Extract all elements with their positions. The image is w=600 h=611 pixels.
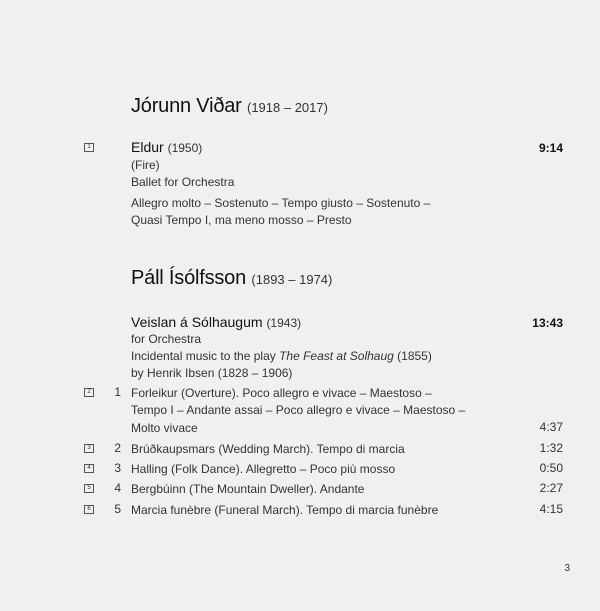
movement-number: 3	[114, 461, 121, 475]
work-title-text: Veislan á Sólhaugum	[131, 314, 263, 330]
play-title: The Feast at Solhaug	[279, 349, 394, 363]
movement-number: 2	[114, 441, 121, 455]
track-number-box: 6	[84, 505, 94, 514]
work-subtitle: (Fire)	[131, 158, 160, 172]
movement-duration: 2:27	[539, 481, 563, 495]
composer-years: (1918 – 2017)	[247, 100, 328, 115]
movement-duration: 0:50	[539, 461, 563, 475]
work-author: by Henrik Ibsen (1828 – 1906)	[131, 366, 293, 380]
movement-title: Marcia funèbre (Funeral March). Tempo di marcia funèbre	[131, 503, 439, 517]
work-year: (1943)	[266, 316, 302, 330]
movement-title: Tempo I – Andante assai – Poco allegro e vivace – Maestoso –	[131, 403, 466, 417]
work-duration: 9:14	[538, 141, 563, 155]
work-description	[131, 348, 432, 364]
movement-number: 5	[114, 502, 121, 516]
work-year: (1950)	[167, 141, 203, 155]
work-title	[131, 139, 202, 155]
composer-name: Jórunn Viðar	[131, 95, 242, 117]
track-number-box: 5	[84, 484, 94, 493]
movement-title: Bergbúinn (The Mountain Dweller). Andante	[131, 482, 365, 496]
work-title	[131, 314, 301, 330]
track-number-box: 1	[84, 143, 94, 152]
movement-title: Molto vivace	[131, 421, 198, 435]
composer-heading	[131, 95, 328, 118]
movement-duration: 4:37	[539, 420, 563, 434]
incidental-text: Incidental music to the play	[131, 349, 280, 363]
movement-number: 1	[114, 385, 121, 399]
track-number-box: 3	[84, 444, 94, 453]
work-duration: 13:43	[532, 316, 563, 330]
composer-heading	[131, 267, 332, 290]
tempo-markings: Quasi Tempo I, ma meno mosso – Presto	[131, 213, 352, 227]
track-number-box: 2	[84, 388, 94, 397]
movement-title: Brúðkaupsmars (Wedding March). Tempo di marcia	[131, 442, 405, 456]
track-number-box: 4	[84, 464, 94, 473]
work-description: Ballet for Orchestra	[131, 175, 235, 189]
movement-duration: 4:15	[539, 502, 563, 516]
play-year: (1855)	[393, 349, 432, 363]
work-title-text: Eldur	[131, 139, 164, 155]
movement-number: 4	[114, 481, 121, 495]
movement-duration: 1:32	[539, 441, 563, 455]
work-description: for Orchestra	[131, 332, 202, 346]
movement-title: Halling (Folk Dance). Allegretto – Poco più mosso	[131, 462, 396, 476]
tempo-markings: Allegro molto – Sostenuto – Tempo giusto – Sostenuto –	[131, 196, 431, 210]
page-number: 3	[564, 563, 570, 574]
composer-years: (1893 – 1974)	[251, 272, 333, 287]
movement-title: Forleikur (Overture). Poco allegro e vivace – Maestoso –	[131, 386, 432, 400]
composer-name: Páll Ísólfsson	[131, 267, 247, 289]
